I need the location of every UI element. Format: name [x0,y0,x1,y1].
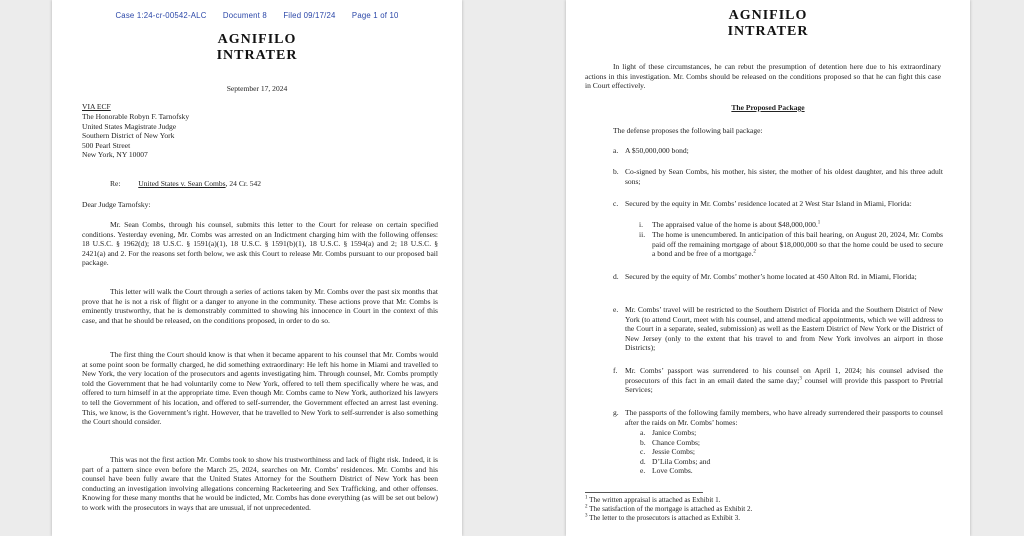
list-item [613,366,943,395]
re-line [110,179,261,189]
item-text: Secured by the equity of Mr. Combs’ mother’s home located at 450 Alton Rd. in Miami, Florida; [625,272,917,281]
item-letter: b. [613,167,619,176]
letter-date: September 17, 2024 [226,84,288,93]
logo-line-2: INTRATER [727,24,809,39]
address-line: Southern District of New York [82,131,175,141]
logo-line-2: INTRATER [216,48,298,63]
item-text: Mr. Combs’ travel will be restricted to the Southern District of Florida and the Southern District of New York (to attend Court, meet with his counsel, and attend medical appointments, which we will address to the Court in a separate, sealed, submission) as well as the Eastern District of New York or the District of New Jersey (only to the extent that his travel to and from New York involves an airport in those Districts); [625,305,943,353]
paragraph: This letter will walk the Court through a series of actions taken by Mr. Combs over the past six months that prove that he is not a risk of flight or a danger to anyone in the community. These actions prove that Mr. Combs is eminently trustworthy, that he is demonstrably committed to showing his innocence in Court in the context of this case, and that he should be released, on the conditions proposed, in order to do so. [82,287,438,325]
footnotes [585,496,752,523]
filed-date: Filed 09/17/24 [283,11,336,20]
footnote [585,514,752,523]
item-text: Mr. Combs’ passport was surrendered to his counsel on April 1, 2024; his counsel advised the prosecutors of this fact in an email dated the same day; [625,366,943,385]
firm-logo [566,8,970,40]
family-list [640,428,710,476]
document-number: Document 8 [222,11,267,20]
item-text: Co-signed by Sean Combs, his mother, his sister, the mother of his oldest daughter, and his three adult sons; [625,167,943,186]
item-text: The passports of the following family members, who have already surrendered their passports to counsel after the raids on Mr. Combs’ homes: [625,408,943,427]
paragraph: This was not the first action Mr. Combs took to show his trustworthiness and lack of flight risk. Indeed, it is part of a pattern since even before the March 25, 2024, searches on Mr. Combs’ residences. Mr. Combs and his counsel have been fully aware that the United States Attorney for the Southern District of New York has been conducting an investigation involving allegations concerning Racketeering and Sex Trafficking, and other offenses. Knowing for these many months that he would be indicted, Mr. Combs has done everything (as will be set out below) to work with the prosecutors in ways that are unusual, if not unprecedented. [82,455,438,512]
footnote-number: 3 [585,513,588,519]
family-member [640,457,710,467]
address-line: New York, NY 10007 [82,150,148,160]
member-name: Chance Combs; [652,437,701,447]
logo-line-1: AGNIFILO [217,32,297,47]
salutation: Dear Judge Tarnofsky: [82,200,151,209]
intro-paragraph: In light of these circumstances, he can rebut the presumption of detention here due to his extraordinary actions in this investigation. Mr. Combs should be released on the conditions proposed so that he can fight this case in Court effectively. [585,62,941,91]
family-member [640,447,710,457]
address-line: United States Magistrate Judge [82,121,177,131]
sub-item-letter: b. [640,437,646,447]
ecf-header [52,11,462,20]
footnote-number: 2 [585,504,588,510]
via-ecf: VIA ECF [82,102,111,111]
re-case: United States v. Sean Combs [138,179,226,188]
sub-item-letter: d. [640,456,646,466]
sub-item-letter: i. [639,220,643,229]
item-text-continued: counsel will provide this passport to Pretrial Services; [625,375,943,395]
member-name: Janice Combs; [652,428,697,437]
footnote-ref: 3 [799,376,802,382]
list-item [613,408,943,427]
list-item [613,305,943,353]
family-member [640,438,710,448]
footnote [585,496,752,505]
member-name: D’Lila Combs; and [652,456,711,466]
sub-item-letter: e. [640,466,646,476]
list-item [613,167,943,186]
sub-item [639,230,943,259]
sub-item-letter: a. [640,428,646,437]
section-title: The Proposed Package [731,103,805,112]
re-label: Re: [110,179,121,188]
sub-item [639,220,943,230]
member-name: Jessie Combs; [652,447,695,457]
sub-item-text: The appraised value of the home is about $48,000,000. [652,220,818,229]
item-text: Secured by the equity in Mr. Combs’ residence located at 2 West Star Island in Miami, Florida: [625,199,912,208]
item-letter: d. [613,272,619,281]
list-item [613,272,943,282]
footnote-ref: 2 [753,249,756,255]
list-item [613,146,943,156]
family-member [640,428,710,438]
footnote-text: The letter to the prosecutors is attached as Exhibit 3. [587,514,741,522]
item-text: A $50,000,000 bond; [625,146,689,155]
family-member [640,466,710,476]
sub-item-letter: c. [640,447,646,457]
sub-item-text: The home is unencumbered. In anticipation of this bail hearing, on August 20, 2024, Mr. Combs paid off the remaining mortgage of about $18,000,000 so that the home could be used to secure a bond and be free of a mortgage. [652,230,943,259]
item-letter: f. [613,366,618,375]
firm-logo [52,32,462,64]
item-letter: e. [613,305,619,314]
case-number: Case 1:24-cr-00542-ALC [115,11,207,20]
address-line: 500 Pearl Street [82,140,131,150]
address-line: The Honorable Robyn F. Tarnofsky [82,112,190,121]
page-count: Page 1 of 10 [351,11,399,20]
item-letter: a. [613,146,619,155]
item-letter: g. [613,408,619,417]
paragraph: The first thing the Court should know is that when it became apparent to his counsel that Mr. Combs would at some point soon be formally charged, he did something extraordinary: He left his home in Miami and travelled to New York, the very location of the prosecutors and agents investigating him. Through counsel, Mr. Combs promptly told the Government that he had voluntarily come to New York, offered to tell them specifically where he was, and offered to turn himself in at the appropriate time. Even though Mr. Combs came to New York, authorized his lawyers to tell the Government of his location, and offered to self-surrender, the Government effected an arrest last evening. This, we know, is the Government’s right. However, that he travelled to New York to self-surrender is also something the Court should consider. [82,350,438,427]
list-item [613,199,943,209]
package-lead: The defense proposes the following bail package: [613,126,763,135]
letter-page-2 [566,0,970,536]
footnote-text: The satisfaction of the mortgage is attached as Exhibit 2. [587,505,753,513]
footnote-number: 1 [585,495,588,501]
member-name: Love Combs. [652,466,693,476]
item-letter: c. [613,199,619,208]
letter-page-1 [52,0,462,536]
footnote-ref: 1 [817,220,821,226]
logo-line-1: AGNIFILO [728,8,808,23]
footnote-divider [585,492,703,493]
re-number: , 24 Cr. 542 [225,179,262,188]
paragraph: Mr. Sean Combs, through his counsel, submits this letter to the Court for release on certain specified conditions. Yesterday evening, Mr. Combs was arrested on an Indictment charging him with the following offenses: 18 U.S.C. § 1962(d); 18 U.S.C. § 1591(a)(1), 18 U.S.C. § 1591(b)(1), 18 U.S.C. § 1594(a) and 2; 18 U.S.C. § 2421(a) and 2. For the reasons set forth below, we ask this Court to release Mr. Combs pursuant to our proposed bail package. [82,220,438,268]
sub-item-letter: ii. [639,230,646,239]
footnote [585,505,752,514]
footnote-text: The written appraisal is attached as Exhibit 1. [587,496,721,504]
recipient-address [82,112,189,160]
